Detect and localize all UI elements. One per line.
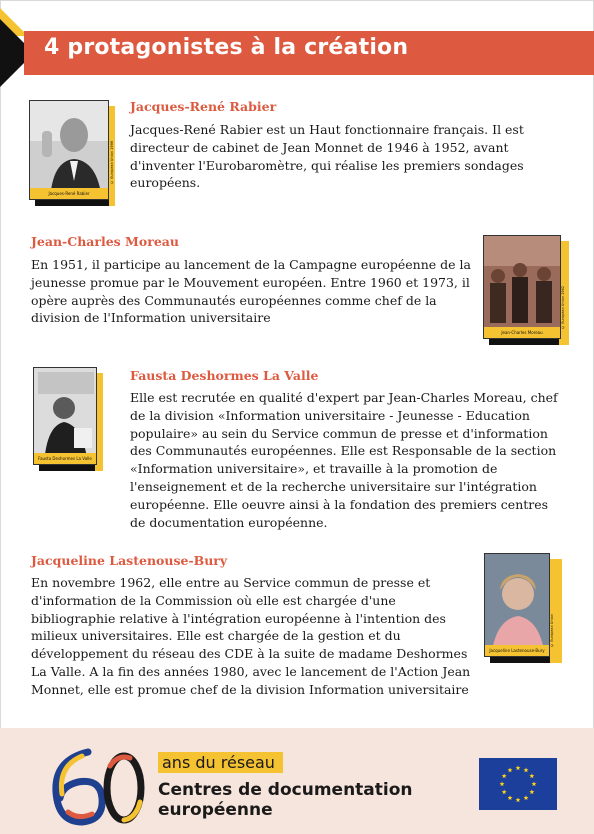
portrait-rabier — [29, 100, 115, 206]
portrait-deshormes — [33, 367, 103, 471]
header-banner — [24, 31, 594, 75]
portrait-lastenouse — [484, 553, 562, 663]
photo-caption: Jean-Charles Moreau — [484, 327, 560, 338]
photo-caption: Fausta Deshormes La Valle — [34, 453, 96, 464]
lastenouse-photo-icon — [485, 554, 550, 657]
person-description: Elle est recrutée en qualité d'expert par Jean-Charles Moreau, chef de la division «Information universitaire - Jeunesse - Education populaire» au sein du Service commun de presse et d'information des Communautés européennes. Elle est Responsable de la section «Information universitaire», et travaille à la promotion de l'enseignement et de la recherche universitaire sur l'intégration européenne. Elle oeuvre ainsi à la fondation des premiers centres de documentation européenne. — [130, 390, 558, 530]
person-name: Jacques-René Rabier — [130, 99, 277, 114]
page-title: 4 protagonistes à la création — [44, 35, 409, 60]
photo-credit: © European Union 1962 — [561, 285, 565, 329]
eu-flag-icon — [479, 758, 557, 810]
years-badge: ans du réseau — [158, 752, 283, 773]
anniversary-60-logo — [48, 746, 148, 828]
person-description: En 1951, il participe au lancement de la Campagne européenne de la jeunesse promue par le Mouvement européen. Entre 1960 et 1973, il opère auprès des Communautés européennes comme chef de la division de l'Information universitaire — [31, 257, 471, 326]
footer — [0, 728, 594, 834]
person-description: En novembre 1962, elle entre au Service commun de presse et d'information de la Commission où elle est chargée d'une bibliographie relative à l'intégration européenne à l'intention des milieux universitaires. Elle est chargée de la gestion et du développement du réseau des CDE à la suite de madame Deshormes La Valle. A la fin des années 1980, avec le lancement de l'Action Jean Monnet, elle est promue chef de la division Information universitaire — [31, 575, 471, 697]
network-name-line1: Centres de documentation — [158, 780, 413, 800]
deshormes-photo-icon — [34, 368, 97, 465]
network-name-line2: européenne — [158, 800, 273, 820]
person-name: Jacqueline Lastenouse-Bury — [31, 553, 228, 568]
person-name: Jean-Charles Moreau — [31, 234, 179, 249]
moreau-photo-icon — [484, 236, 561, 339]
photo-credit: © European Union — [550, 613, 554, 647]
rabier-photo-icon — [30, 101, 109, 200]
photo-credit: © European Union 1999 — [110, 140, 114, 184]
portrait-moreau — [483, 235, 569, 345]
person-description: Jacques-René Rabier est un Haut fonctionnaire français. Il est directeur de cabinet de Jean Monnet de 1946 à 1952, avant d'inventer l'Eurobaromètre, qui réalise les premiers sondages européens. — [130, 122, 524, 191]
person-name: Fausta Deshormes La Valle — [130, 368, 319, 383]
photo-caption: Jacqueline Lastenouse-Bury — [485, 645, 549, 656]
photo-caption: Jacques-René Rabier — [30, 188, 108, 199]
